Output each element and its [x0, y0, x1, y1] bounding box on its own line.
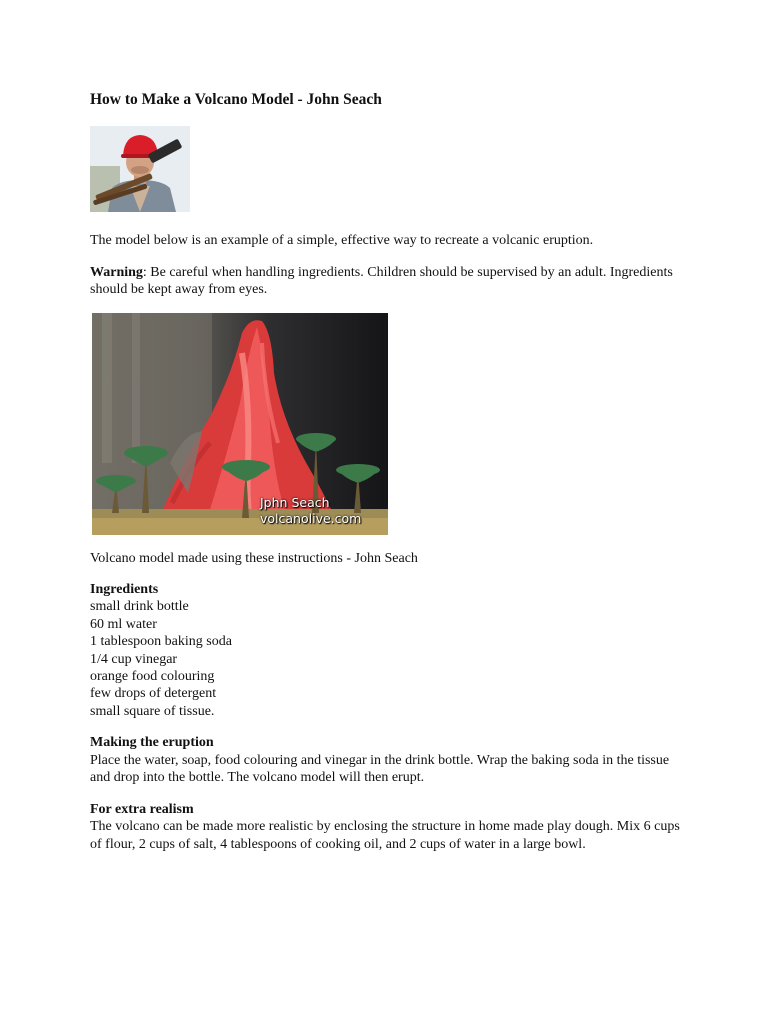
- warning-text: : Be careful when handling ingredients. Children should be supervised by an adult. Ingredients should be kept away from eyes.: [90, 264, 673, 297]
- ingredient-item: 1 tablespoon baking soda: [90, 634, 232, 650]
- warning-label: Warning: [90, 264, 143, 280]
- eruption-section: [90, 734, 690, 787]
- ingredient-item: orange food colouring: [90, 669, 215, 685]
- author-photo: [90, 126, 190, 212]
- realism-section: [90, 801, 690, 854]
- author-photo-illustration: [90, 126, 190, 212]
- ingredient-item: few drops of detergent: [90, 686, 217, 702]
- volcano-model-photo: [92, 313, 388, 535]
- ingredients-heading: Ingredients: [90, 582, 159, 597]
- realism-heading: For extra realism: [90, 801, 194, 817]
- document-body: [90, 90, 690, 853]
- eruption-heading: Making the eruption: [90, 735, 214, 751]
- ingredient-item: 60 ml water: [90, 616, 157, 632]
- ingredients-section: [90, 581, 690, 720]
- ingredient-item: small drink bottle: [90, 599, 189, 615]
- intro-paragraph: The model below is an example of a simple, effective way to recreate a volcanic eruption.: [90, 233, 594, 248]
- ingredient-item: small square of tissue.: [90, 703, 215, 719]
- warning-paragraph: [90, 264, 690, 299]
- photo-caption: Volcano model made using these instructions - John Seach: [90, 550, 418, 566]
- photo-watermark-name: Jphn Seach: [260, 494, 330, 510]
- realism-text: The volcano can be made more realistic by enclosing the structure in home made play dough. Mix 6 cups of flour, 2 cups of salt, 4 tablespoons of cooking oil, and 2 cups of water in a large bowl.: [90, 819, 680, 852]
- volcano-illustration: [92, 313, 388, 535]
- ingredient-item: 1/4 cup vinegar: [90, 651, 178, 667]
- eruption-text: Place the water, soap, food colouring and vinegar in the drink bottle. Wrap the baking soda in the tissue and drop into the bottle. The volcano model will then erupt.: [90, 752, 670, 786]
- page-title: How to Make a Volcano Model - John Seach: [90, 91, 382, 108]
- photo-watermark-site: volcanolive.com: [260, 510, 362, 526]
